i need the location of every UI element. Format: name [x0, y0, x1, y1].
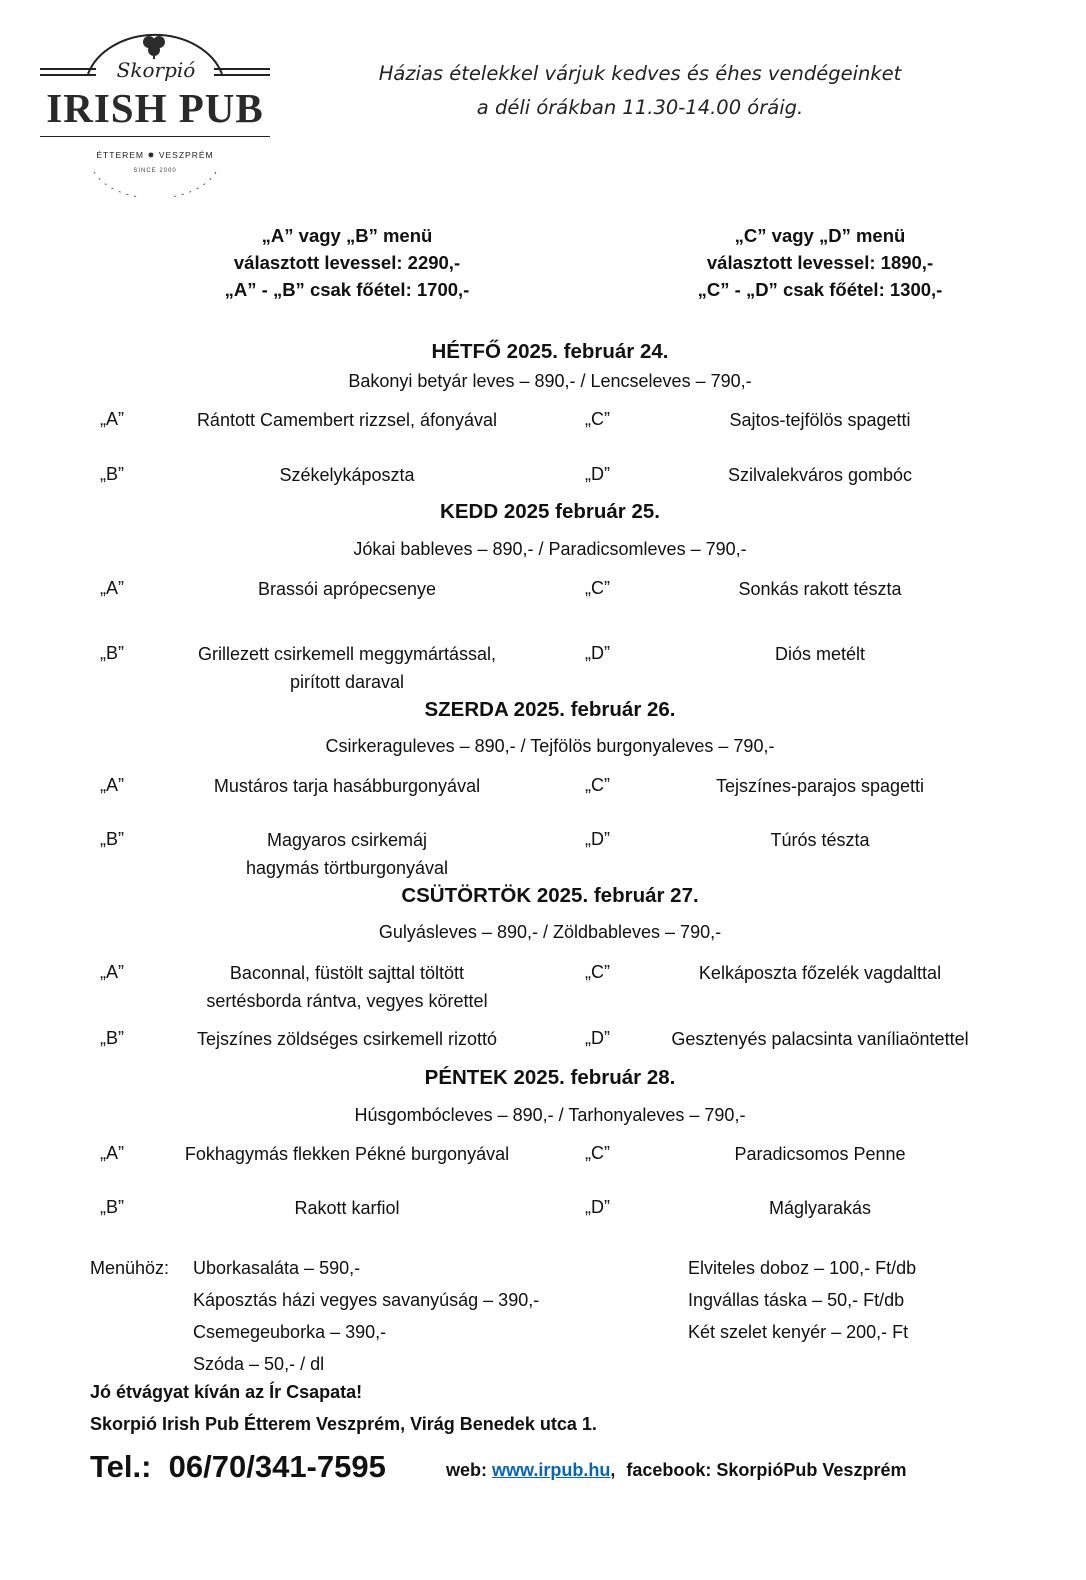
day-soups-wednesday: Csirkeraguleves – 890,- / Tejfölös burgonyaleves – 790,-	[325, 736, 775, 756]
footer-facebook: facebook: SkorpióPub Veszprém	[626, 1460, 907, 1480]
dish-b-thursday: Tejszínes zöldséges csirkemell rizottó	[196, 1029, 498, 1049]
logo-rule	[40, 68, 96, 70]
label-d: „D”	[585, 1028, 610, 1048]
day-soups-monday: Bakonyi betyár leves – 890,- / Lencseleves – 790,-	[348, 371, 752, 391]
dish-a-thursday-line-2: sertésborda rántva, vegyes körettel	[206, 991, 488, 1011]
label-d: „D”	[585, 643, 610, 663]
dish-c-monday: Sajtos-tejfölös spagetti	[729, 410, 911, 430]
dish-b-wednesday	[147, 826, 547, 882]
extras-item: Uborkasaláta – 590,-	[193, 1258, 361, 1278]
extras-left-list	[193, 1252, 643, 1380]
extras-right-list	[688, 1252, 1068, 1348]
footer-wish: Jó étvágyat kíván az Ír Csapata!	[90, 1382, 363, 1402]
label-a: „A”	[100, 962, 124, 982]
label-c: „C”	[585, 578, 610, 598]
menu-cd-title: „C” vagy „D” menü	[734, 225, 906, 246]
label-c: „C”	[585, 962, 610, 982]
clover-icon	[139, 34, 169, 60]
dish-d-friday: Máglyarakás	[768, 1198, 872, 1218]
extras-label: Menühöz:	[90, 1258, 170, 1278]
day-title-friday: PÉNTEK 2025. február 28.	[424, 1066, 676, 1089]
menu-cd-main-price: „C” - „D” csak főétel: 1300,-	[697, 279, 943, 300]
menu-cd-soup-price: választott levessel: 1890,-	[706, 252, 934, 273]
dish-b-tuesday-line-1: Grillezett csirkemell meggymártással,	[197, 644, 497, 664]
day-soups-friday: Húsgombócleves – 890,- / Tarhonyaleves – 790,-	[354, 1105, 746, 1125]
day-soups-tuesday: Jókai bableves – 890,- / Paradicsomleves – 790,-	[353, 539, 747, 559]
intro-line-1: Házias ételekkel várjuk kedves és éhes vendégeinket	[378, 62, 902, 85]
extras-item: Szóda – 50,- / dl	[193, 1354, 325, 1374]
logo-script-text: Skorpió	[116, 58, 196, 82]
logo-sub-text: ÉTTEREM ✸ VESZPRÉM	[96, 150, 214, 160]
footer-comma: ,	[610, 1460, 616, 1480]
label-d: „D”	[585, 464, 610, 484]
day-title-wednesday: SZERDA 2025. február 26.	[424, 698, 676, 721]
menu-cd-prices	[600, 222, 1040, 303]
dish-b-wednesday-line-1: Magyaros csirkemáj	[266, 830, 428, 850]
dish-b-wednesday-line-2: hagymás törtburgonyával	[245, 858, 449, 878]
dish-d-thursday: Gesztenyés palacsinta vaníliaöntettel	[671, 1029, 969, 1049]
menu-ab-prices	[127, 222, 567, 303]
extras-item: Csemegeuborka – 390,-	[193, 1322, 387, 1342]
logo-rule	[40, 74, 96, 76]
dish-c-tuesday: Sonkás rakott tészta	[738, 579, 902, 599]
menu-ab-soup-price: választott levessel: 2290,-	[233, 252, 461, 273]
label-b: „B”	[100, 829, 124, 849]
label-d: „D”	[585, 829, 610, 849]
logo-rule	[40, 136, 270, 137]
dish-b-tuesday	[147, 640, 547, 696]
dish-d-wednesday: Túrós tészta	[770, 830, 870, 850]
label-a: „A”	[100, 775, 124, 795]
day-title-tuesday: KEDD 2025 február 25.	[440, 500, 660, 523]
day-soups-thursday: Gulyásleves – 890,- / Zöldbableves – 790,-	[378, 922, 722, 942]
dish-a-thursday	[147, 959, 547, 1015]
label-a: „A”	[100, 1143, 124, 1163]
logo-rule	[214, 74, 270, 76]
dish-b-friday: Rakott karfiol	[294, 1198, 400, 1218]
dish-a-tuesday: Brassói aprópecsenye	[257, 579, 437, 599]
dish-d-monday: Szilvalekváros gombóc	[727, 465, 913, 485]
footer-phone: Tel.: 06/70/341-7595	[90, 1449, 386, 1484]
footer-address: Skorpió Irish Pub Étterem Veszprém, Virág Benedek utca 1.	[90, 1414, 597, 1434]
dish-a-friday: Fokhagymás flekken Pékné burgonyával	[184, 1144, 510, 1164]
label-c: „C”	[585, 1143, 610, 1163]
dish-b-tuesday-line-2: pirított daraval	[289, 672, 405, 692]
label-c: „C”	[585, 775, 610, 795]
logo-rule	[214, 68, 270, 70]
label-b: „B”	[100, 1028, 124, 1048]
dish-a-thursday-line-1: Baconnal, füstölt sajttal töltött	[229, 963, 465, 983]
footer-web	[446, 1460, 906, 1481]
day-title-monday: HÉTFŐ 2025. február 24.	[431, 340, 669, 363]
label-b: „B”	[100, 1197, 124, 1217]
logo-main-text: IRISH PUB	[46, 85, 264, 131]
dish-b-monday: Székelykáposzta	[279, 465, 415, 485]
footer-web-label: web:	[446, 1460, 488, 1480]
dish-a-wednesday: Mustáros tarja hasábburgonyával	[213, 776, 481, 796]
label-a: „A”	[100, 409, 124, 429]
label-c: „C”	[585, 409, 610, 429]
dish-c-friday: Paradicsomos Penne	[734, 1144, 906, 1164]
label-b: „B”	[100, 643, 124, 663]
dish-a-monday: Rántott Camembert rizzsel, áfonyával	[196, 410, 498, 430]
intro-line-2: a déli órákban 11.30-14.00 óráig.	[476, 96, 804, 119]
menu-ab-main-price: „A” - „B” csak főétel: 1700,-	[224, 279, 470, 300]
label-a: „A”	[100, 578, 124, 598]
extras-item: Ingvállas táska – 50,- Ft/db	[688, 1290, 905, 1310]
logo	[36, 22, 274, 197]
logo-since-text: SINCE 2000	[133, 168, 177, 174]
menu-ab-title: „A” vagy „B” menü	[261, 225, 433, 246]
day-title-thursday: CSÜTÖRTÖK 2025. február 27.	[401, 884, 699, 907]
extras-item: Két szelet kenyér – 200,- Ft	[688, 1322, 909, 1342]
label-d: „D”	[585, 1197, 610, 1217]
footer-web-link[interactable]: www.irpub.hu	[492, 1460, 611, 1480]
dish-c-wednesday: Tejszínes-parajos spagetti	[715, 776, 925, 796]
label-b: „B”	[100, 464, 124, 484]
extras-item: Káposztás házi vegyes savanyúság – 390,-	[193, 1290, 540, 1310]
dish-d-tuesday: Diós metélt	[774, 644, 866, 664]
dish-c-thursday: Kelkáposzta főzelék vagdalttal	[698, 963, 942, 983]
extras-item: Elviteles doboz – 100,- Ft/db	[688, 1258, 917, 1278]
